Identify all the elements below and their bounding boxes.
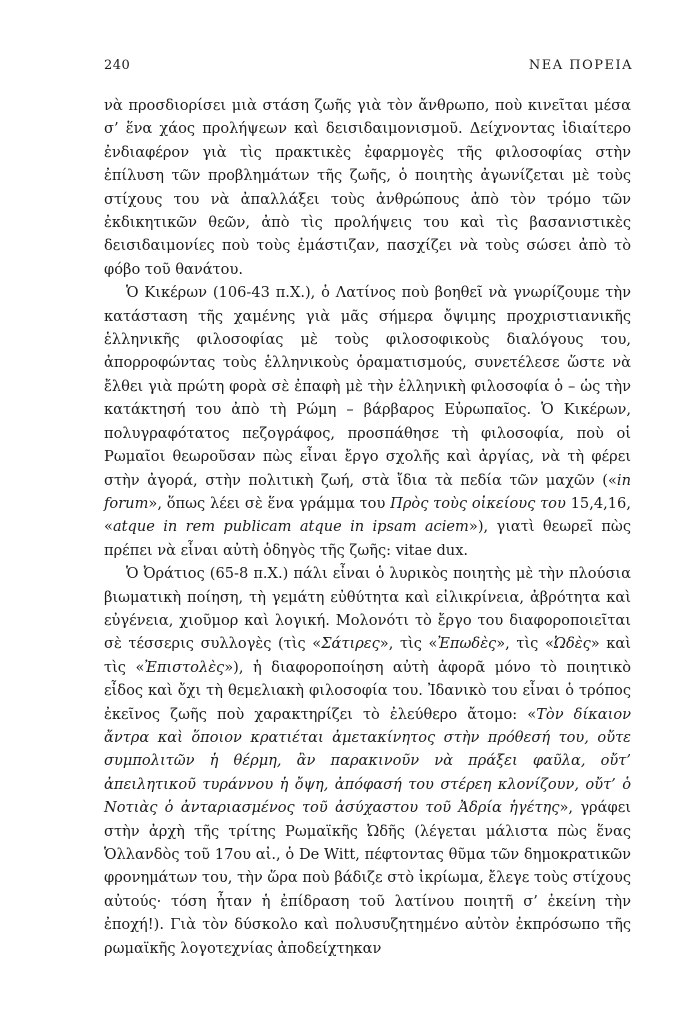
italic-text: Ἐπωδὲς — [437, 635, 497, 653]
page-number: 240 — [104, 58, 131, 73]
text-run: Ὁ Κικέρων (106-43 π.Χ.), ὁ Λατίνος ποὺ βοηθεῖ νὰ γνωρίζουμε τὴν κατάσταση τῆς χαμένης γιὰ μᾶς σήμερα ὄψιμης προχριστιανικῆς ἑλληνικῆς φιλοσοφίας μὲ τοὺς φιλοσοφικοὺς διαλόγους του, ἀπορροφώντας τοὺς ἑλληνικοὺς ὁραματισμούς, συνετέλεσε ὥστε νὰ ἔλθει γιὰ πρώτη φορὰ σὲ ἐπαφὴ μὲ τὴν ἑλληνικὴ φιλοσοφία ὁ – ὡς τὴν κατάκτησή του ἀπὸ τὴ Ρώμη – βάρβαρος Εὐρωπαῖος. Ὁ Κικέρων, πολυγραφότατος πεζογράφος, προσπάθησε τὴ φιλοσοφία, ποὺ οἱ Ρωμαῖοι θεωροῦσαν πὼς εἶναι ἔργο σχολῆς καὶ ἀργίας, νὰ τὴ φέρει στὴν ἀγορά, στὴν πολιτικὴ ζωή, στὰ ἴδια τὰ πεδία τῶν μαχῶν (« — [104, 284, 631, 489]
text-run: », τὶς « — [496, 635, 554, 653]
text-run: » καὶ τὶς « — [104, 635, 631, 676]
text-run: νὰ προσδιορίσει μιὰ στάση ζωῆς γιὰ τὸν ἄνθρωπο, ποὺ κινεῖται μέσα σ’ ἕνα χάος προλήψεων καὶ δεισιδαιμονισμοῦ. Δείχνοντας ἰδιαίτερο ἐνδιαφέρον γιὰ τὶς πρακτικὲς ἐφαρμογὲς τῆς φιλοσοφίας στὴν ἐπίλυση τῶν προβλημάτων τῆς ζωῆς, ὁ ποιητὴς ἀγωνίζεται μὲ τοὺς στίχους του νὰ ἀπαλλάξει τοὺς ἀνθρώπους ἀπὸ τὸν τρόμο τῶν ἐκδικητικῶν θεῶν, ἀπὸ τὶς προλήψεις του καὶ τὶς βασανιστικὲς δεισιδαιμονίες ποὺ τοὺς ἐμάστιζαν, πασχίζει νὰ τοὺς σώσει ἀπὸ τὸ φόβο τοῦ θανάτου. — [104, 97, 631, 278]
text-run: Ὁ Ὀράτιος (65-8 π.Χ.) πάλι εἶναι ὁ λυρικὸς ποιητὴς μὲ τὴν πλούσια βιωματικὴ ποίηση, τὴ γεμάτη εὐθύτητα καὶ εἰλικρίνεια, ἀβρότητα καὶ εὐγένεια, χιοῦμορ καὶ λογική. Μολονότι τὸ ἔργο του διαφοροποιεῖται σὲ τέσσερις συλλογὲς (τὶς « — [104, 565, 631, 653]
paragraph — [104, 281, 631, 562]
italic-text: Ὠδὲς — [553, 635, 591, 653]
text-run: »), ἡ διαφοροποίηση αὐτὴ ἀφορᾶ μόνο τὸ ποιητικὸ εἶδος καὶ ὄχι τὴ θεμελιακὴ φιλοσοφία του. Ἰδανικὸ του εἶναι ὁ τρόπος ἐκεῖνος ζωῆς ποὺ χαρακτηρίζει τὸ ἐλεύθερο ἄτομο: « — [104, 658, 631, 723]
italic-text: atque in rem publicam atque in ipsam aciem — [112, 518, 469, 536]
running-title: ΝΕΑ ΠΟΡΕΙΑ — [528, 58, 633, 73]
italic-text: Τὸν δίκαιον ἄντρα καὶ ὅποιον κρατιέται ἀμετακίνητος στὴν πρόθεσή του, οὔτε συμπολιτῶν ἡ θέρμη, ἂν παρακινοῦν νὰ πράξει φαῦλα, οὔτ’ ἀπειλητικοῦ τυράννου ἡ ὄψη, ἀπόφασή του στέρεη κλονίζουν, οὔτ’ ὁ Νοτιὰς ὁ ἀνταριασμένος τοῦ ἀσύχαστου τοῦ Ἀδρία ἡγέτης — [104, 705, 631, 817]
text-run: », γράφει στὴν ἀρχὴ τῆς τρίτης Ρωμαϊκῆς Ὠδῆς (λέγεται μάλιστα πὼς ἕνας Ὁλλανδὸς τοῦ 17ου αἰ., ὁ De Witt, πέφτοντας θῦμα τῶν δημοκρατικῶν φρονημάτων του, τὴν ὥρα ποὺ βάδιζε στὸ ἰκρίωμα, ἔλεγε τοὺς στίχους αὐτούς· τόση ἦταν ἡ ἐπίδραση τοῦ λατίνου ποιητῆ σ’ ἐκείνη τὴν ἐποχή!). Γιὰ τὸν δύσκολο καὶ πολυσυζητημένο αὐτὸν ἐκπρόσωπο τῆς ρωμαϊκῆς λογοτεχνίας ἀποδείχτηκαν — [104, 799, 631, 957]
italic-text: Ἐπιστολὲς — [144, 658, 225, 676]
text-run: 15,4,16, « — [104, 494, 631, 536]
text-run: », τὶς « — [379, 635, 438, 653]
italic-text: in forum — [104, 471, 631, 512]
body-text — [104, 94, 631, 960]
paragraph — [104, 94, 631, 281]
paragraph — [104, 562, 631, 960]
italic-text: Πρὸς τοὺς οἰκείους του — [390, 494, 566, 512]
italic-text: Σάτιρες — [321, 635, 380, 653]
text-run: », ὅπως λέει σὲ ἕνα γράμμα του — [148, 494, 391, 512]
text-run: »), γιατὶ θεωρεῖ πὼς πρέπει νὰ εἶναι αὐτὴ ὁδηγὸς τῆς ζωῆς: vitae dux. — [104, 518, 631, 559]
